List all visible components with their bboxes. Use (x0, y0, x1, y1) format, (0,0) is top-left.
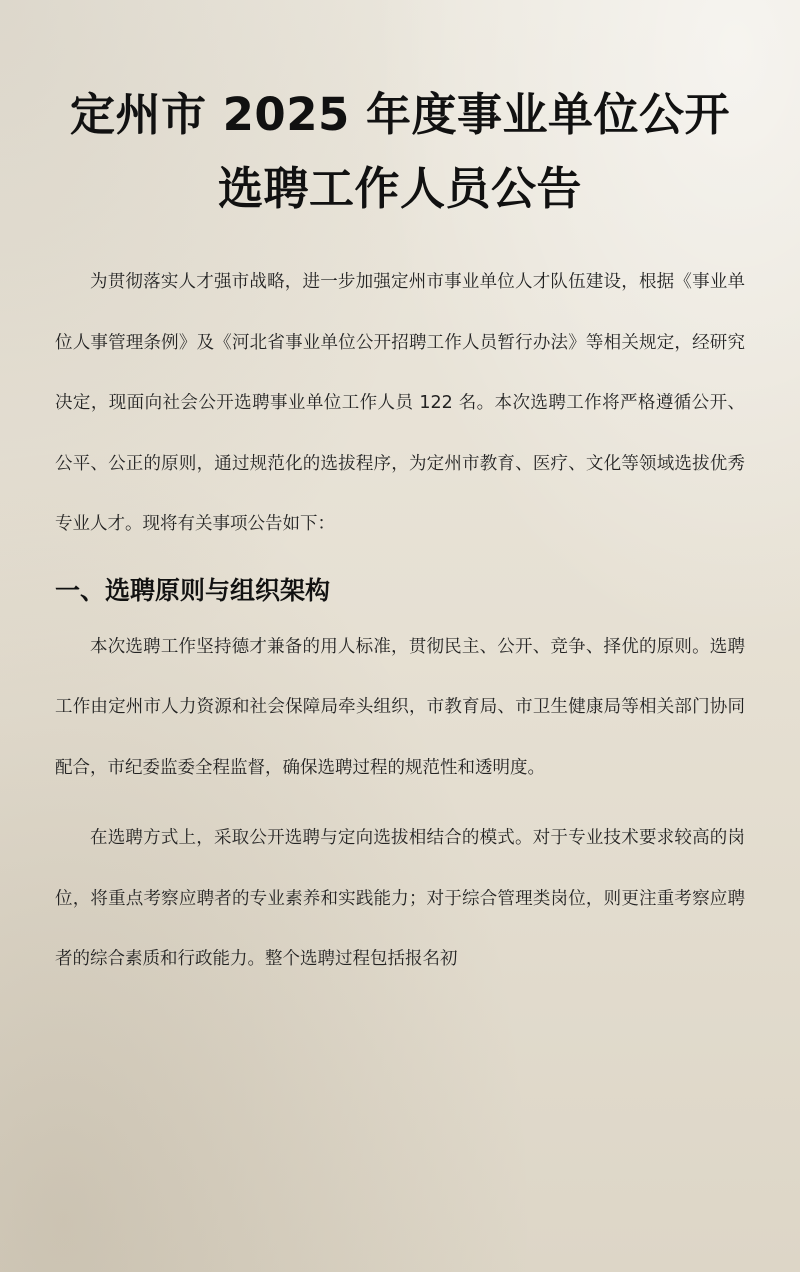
document-body (55, 252, 745, 1000)
document-title: 定州市 2025 年度事业单位公开选聘工作人员公告 (69, 88, 731, 215)
intro-paragraph: 为贯彻落实人才强市战略，进一步加强定州市事业单位人才队伍建设，根据《事业单位人事管理条例》及《河北省事业单位公开招聘工作人员暂行办法》等相关规定，经研究决定，现面向社会公开选聘事业单位工作人员 122 名。本次选聘工作将严格遵循公开、公平、公正的原则，通过规范化的选拔程序，为定州市教育、医疗、文化等领域选拔优秀专业人才。现将有关事项公告如下： (55, 272, 745, 534)
section-heading: 一、选聘原则与组织架构 (55, 575, 331, 605)
section-paragraph-2: 在选聘方式上，采取公开选聘与定向选拔相结合的模式。对于专业技术要求较高的岗位，将重点考察应聘者的专业素养和实践能力；对于综合管理类岗位，则更注重考察应聘者的综合素质和行政能力。整个选聘过程包括报名初 (55, 828, 745, 969)
section-paragraph-1: 本次选聘工作坚持德才兼备的用人标准，贯彻民主、公开、竞争、择优的原则。选聘工作由定州市人力资源和社会保障局牵头组织，市教育局、市卫生健康局等相关部门协同配合，市纪委监委全程监督，确保选聘过程的规范性和透明度。 (55, 636, 745, 778)
